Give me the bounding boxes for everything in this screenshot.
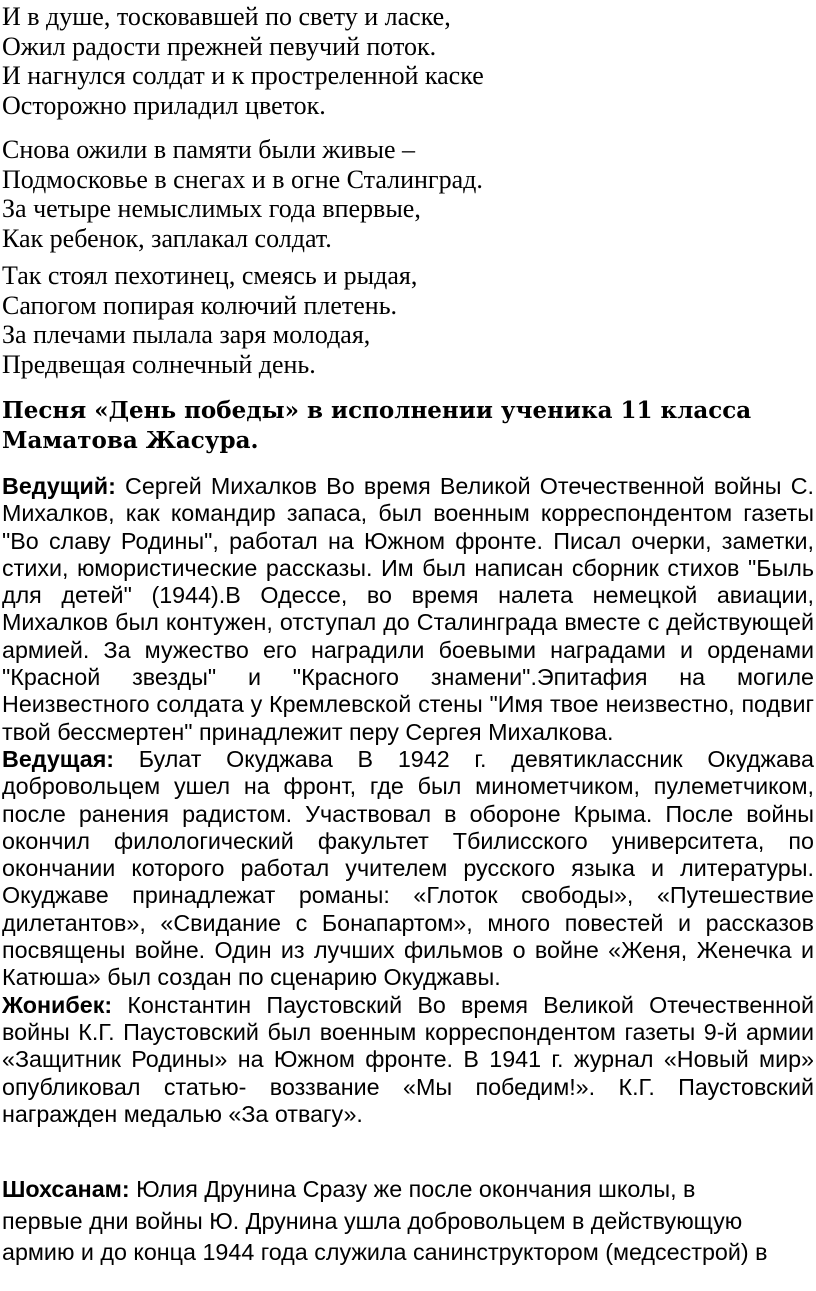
poem-line: За плечами пылала заря молодая, xyxy=(2,320,371,349)
speaker-paragraphs xyxy=(2,473,814,1128)
poem-line: Так стоял пехотинец, смеясь и рыдая, xyxy=(2,261,418,290)
paragraph-text: Булат Окуджава В 1942 г. девятиклассник Окуджава добровольцем ушел на фронт, где был минометчиком, пулеметчиком, после ранения радистом. Участвовал в обороне Крыма. После войны окончил филологический факультет Тбилисского университета, по окончании которого работал учителем русского языка и литературы. Окуджаве принадлежат романы: «Глоток свободы», «Путешествие дилетантов», «Свидание с Бонапартом», много повестей и рассказов посвящены войне. Один из лучших фильмов о войне «Женя, Женечка и Катюша» был создан по сценарию Окуджавы. xyxy=(2,745,814,991)
poem-line: Осторожно приладил цветок. xyxy=(2,90,326,120)
paragraph-line: армию и до конца 1944 года служила санинструктором (медсестрой) в xyxy=(2,1239,768,1265)
paragraph-text: Сергей Михалков Во время Великой Отечественной войны С. Михалков, как командир запаса, был военным корреспондентом газеты "Во славу Родины", работал на Южном фронте. Писал очерки, заметки, стихи, юмористические рассказы. Им был написан сборник стихов "Быль для детей" (1944).В Одессе, во время налета немецкой авиации, Михалков был контужен, отступал до Сталинграда вместе с действующей армией. За мужество его наградили боевыми наградами и орденами "Красной звезды" и "Красного знамени".Эпитафия на могиле Неизвестного солдата у Кремлевской стены "Имя твое неизвестно, подвиг твой бессмертен" принадлежит перу Сергея Михалкова. xyxy=(2,473,814,745)
paragraph-line xyxy=(2,1174,814,1206)
paragraph-paustovsky xyxy=(2,992,814,1128)
poem-line: Ожил радости прежней певучий поток. xyxy=(2,31,437,61)
paragraph-text: Константин Паустовский Во время Великой Отечественной войны К.Г. Паустовский был военным корреспондентом газеты 9-й армии «Защитник Родины» на Южном фронте. В 1941 г. журнал «Новый мир» опубликовал статью- воззвание «Мы победим!». К.Г. Паустовский награжден медалью «За отвагу». xyxy=(2,991,814,1127)
paragraph-text: Юлия Друнина Сразу же после окончания школы, в xyxy=(129,1176,696,1202)
speaker-label: Ведущая: xyxy=(2,745,115,772)
poem-stanza-3 xyxy=(2,261,417,379)
poem-stanza-1 xyxy=(2,2,484,120)
poem-line: Как ребенок, заплакал солдат. xyxy=(2,223,332,253)
poem-line: Снова ожили в памяти были живые – xyxy=(2,135,416,164)
speaker-label: Шохсанам: xyxy=(2,1176,130,1202)
poem-line: И нагнулся солдат и к простреленной каске xyxy=(2,61,484,90)
song-heading xyxy=(2,396,814,456)
poem-line: Подмосковье в снегах и в огне Сталинград. xyxy=(2,164,483,194)
heading-line: Маматова Жасура. xyxy=(2,427,259,454)
paragraph-line: первые дни войны Ю. Друнина ушла добровольцем в действующую xyxy=(2,1207,743,1234)
paragraph-drunina xyxy=(2,1174,814,1269)
speaker-label: Жонибек: xyxy=(2,991,113,1018)
poem-line: Сапогом попирая колючий плетень. xyxy=(2,290,398,320)
paragraph-mikhalkov xyxy=(2,473,814,746)
poem-line: Предвещая солнечный день. xyxy=(2,349,316,379)
poem-stanza-2 xyxy=(2,135,483,253)
speaker-label: Ведущий: xyxy=(2,473,116,499)
heading-line: Песня «День победы» в исполнении ученика 11 класса xyxy=(2,397,752,424)
poem-line: За четыре немыслимых года впервые, xyxy=(2,194,421,223)
paragraph-okudzhava xyxy=(2,746,814,992)
poem-line: И в душе, тосковавшей по свету и ласке, xyxy=(2,2,451,31)
